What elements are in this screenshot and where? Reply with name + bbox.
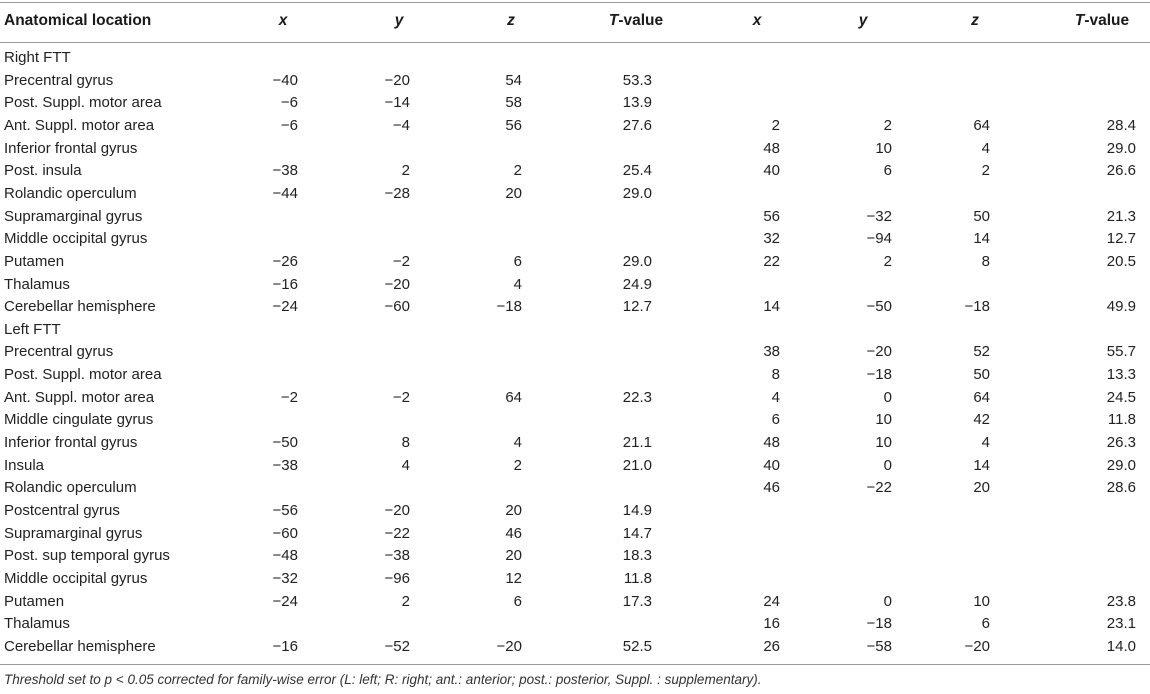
cell-z-left: 12 [505,569,522,587]
cell-z-left: 2 [513,456,522,474]
cell-z-right: 10 [973,592,990,610]
table-row [0,70,1150,92]
cell-x-left: −16 [272,275,298,293]
cell-x-left: −2 [280,388,298,406]
cell-t-value-right: 11.8 [1107,411,1136,429]
cell-z-right: 50 [973,207,990,225]
table-row [0,274,1150,296]
cell-z-left: 6 [513,592,522,610]
cell-t-value-right: 28.6 [1106,479,1136,497]
cell-t-value-right: 24.5 [1106,388,1136,406]
cell-y-right: −18 [866,366,892,384]
table-header-rule [0,42,1150,43]
cell-y-left: 4 [401,456,410,474]
cell-x-left: −60 [272,524,298,542]
row-label: Post. sup temporal gyrus [4,547,170,565]
table-row [0,568,1150,590]
cell-t-value-right: 13.3 [1106,366,1136,384]
cell-z-right: −20 [964,637,990,655]
cell-t-value-right: 21.3 [1106,207,1136,225]
row-label: Ant. Suppl. motor area [4,116,155,134]
row-label: Rolandic operculum [4,184,137,202]
table-row [0,319,1150,341]
cell-x-right: 48 [763,434,780,452]
header-x-right: x [752,12,762,29]
header-y-right: y [858,12,868,29]
row-label: Rolandic operculum [4,479,137,497]
cell-t-value-left: 29.0 [622,184,652,202]
cell-x-right: 24 [763,592,780,610]
header-t-value-left: T-value [608,12,664,29]
cell-t-value-right: 14.0 [1106,637,1136,655]
cell-t-value-left: 52.5 [622,637,652,655]
table-row [0,523,1150,545]
cell-z-right: 8 [981,252,990,270]
cell-y-left: −2 [392,252,410,270]
cell-z-left: −20 [496,637,522,655]
cell-x-right: 4 [771,388,780,406]
cell-z-left: 56 [505,116,522,134]
cell-y-left: −2 [392,388,410,406]
table-row [0,138,1150,160]
cell-z-right: 4 [981,434,990,452]
cell-t-value-left: 14.9 [622,502,652,519]
row-label: Left FTT [4,320,61,338]
cell-y-left: −14 [384,94,410,112]
table-footnote: Threshold set to p < 0.05 corrected for family-wise error (L: left; R: right; ant.: anterior; post.: posterior, Suppl. : supplementary). [4,672,762,687]
row-label: Putamen [4,592,65,610]
cell-t-value-right: 23.1 [1106,615,1136,633]
row-label: Right FTT [4,49,71,66]
cell-x-left: −24 [272,592,298,610]
row-label: Cerebellar hemisphere [4,298,156,316]
cell-x-right: 14 [763,298,780,316]
cell-y-right: −18 [866,615,892,633]
cell-y-right: −32 [866,207,892,225]
table-row [0,432,1150,454]
cell-y-right: 2 [883,252,892,270]
cell-x-right: 56 [763,207,780,225]
cell-z-right: 2 [981,162,990,180]
table-row [0,477,1150,499]
row-label: Putamen [4,252,65,270]
table-bottom-rule [0,664,1150,665]
cell-z-left: 6 [513,252,522,270]
header-y-left: y [394,12,404,29]
cell-y-right: −94 [866,230,892,248]
cell-y-left: −20 [384,502,410,519]
table-row [0,92,1150,114]
cell-x-right: 16 [763,615,780,633]
cell-t-value-right: 29.0 [1106,139,1136,157]
table-row [0,409,1150,431]
cell-t-value-left: 17.3 [622,592,652,610]
cell-x-left: −44 [272,184,298,202]
cell-z-left: 46 [505,524,522,542]
cell-y-left: −4 [392,116,410,134]
cell-t-value-left: 11.8 [623,569,652,587]
cell-y-left: 8 [401,434,410,452]
cell-y-left: 2 [401,162,410,180]
cell-x-right: 40 [763,456,780,474]
cell-z-right: 64 [973,116,990,134]
cell-y-right: −50 [866,298,892,316]
cell-x-right: 6 [771,411,780,429]
cell-x-right: 22 [763,252,780,270]
cell-t-value-left: 21.0 [622,456,652,474]
row-label: Precentral gyrus [4,71,114,89]
cell-x-right: 46 [763,479,780,497]
cell-x-left: −16 [272,637,298,655]
cell-y-right: −22 [866,479,892,497]
table-row [0,613,1150,635]
header-t-value-right: T-value [1074,12,1130,29]
table-row [0,364,1150,386]
cell-y-left: 2 [401,592,410,610]
row-label: Precentral gyrus [4,343,114,361]
cell-y-left: −52 [384,637,410,655]
cell-t-value-right: 29.0 [1106,456,1136,474]
cell-x-left: −38 [272,162,298,180]
cell-z-left: 20 [505,547,522,565]
cell-x-left: −24 [272,298,298,316]
row-label: Middle cingulate gyrus [4,411,154,429]
cell-y-left: −20 [384,275,410,293]
row-label: Middle occipital gyrus [4,569,148,587]
cell-x-left: −26 [272,252,298,270]
cell-t-value-left: 21.1 [622,434,652,452]
cell-t-value-right: 49.9 [1106,298,1136,316]
cell-y-right: 0 [883,592,892,610]
cell-y-right: 10 [875,139,892,157]
cell-t-value-left: 53.3 [622,71,652,89]
cell-z-right: 42 [973,411,990,429]
row-label: Thalamus [4,275,70,293]
cell-z-right: 52 [973,343,990,361]
cell-z-left: 2 [513,162,522,180]
cell-x-left: −48 [272,547,298,565]
row-label: Inferior frontal gyrus [4,139,138,157]
cell-x-right: 48 [763,139,780,157]
header-x-left: x [278,12,288,29]
cell-z-left: 54 [505,71,522,89]
cell-z-right: 50 [973,366,990,384]
cell-y-left: −38 [384,547,410,565]
cell-t-value-right: 28.4 [1106,116,1136,134]
row-label: Inferior frontal gyrus [4,434,138,452]
cell-y-right: 10 [875,434,892,452]
cell-x-right: 26 [763,637,780,655]
header-z-left: z [507,12,515,29]
cell-x-right: 2 [771,116,780,134]
header-z-right: z [971,12,979,29]
cell-t-value-left: 22.3 [622,388,652,406]
cell-x-left: −32 [272,569,298,587]
row-label: Supramarginal gyrus [4,207,143,225]
cell-y-left: −28 [384,184,410,202]
cell-y-left: −60 [384,298,410,316]
cell-t-value-right: 26.6 [1106,162,1136,180]
cell-y-right: 0 [883,456,892,474]
table-row [0,387,1150,409]
row-label: Ant. Suppl. motor area [4,388,155,406]
cell-z-left: 20 [505,502,522,519]
cell-z-left: 58 [505,94,522,112]
table-row [0,183,1150,205]
table-row [0,160,1150,182]
cell-x-left: −6 [280,94,298,112]
cell-z-right: 64 [973,388,990,406]
cell-t-value-right: 26.3 [1106,434,1136,452]
table-row [0,341,1150,363]
row-label: Insula [4,456,45,474]
cell-z-right: 14 [973,456,990,474]
row-label: Supramarginal gyrus [4,524,143,542]
cell-t-value-right: 20.5 [1106,252,1136,270]
cell-z-right: −18 [964,298,990,316]
cell-z-left: −18 [496,298,522,316]
cell-t-value-left: 24.9 [622,275,652,293]
cell-y-right: 0 [883,388,892,406]
table-row [0,545,1150,567]
row-label: Post. Suppl. motor area [4,366,162,384]
cell-t-value-right: 55.7 [1106,343,1136,361]
cell-z-right: 4 [981,139,990,157]
cell-t-value-left: 29.0 [622,252,652,270]
table-top-rule [0,2,1150,3]
cell-t-value-left: 25.4 [622,162,652,180]
row-label: Post. insula [4,162,82,180]
cell-x-left: −6 [280,116,298,134]
table-row [0,228,1150,250]
cell-t-value-left: 14.7 [622,524,652,542]
cell-x-left: −50 [272,434,298,452]
cell-z-right: 20 [973,479,990,497]
cell-x-right: 38 [763,343,780,361]
table-row [0,591,1150,613]
cell-z-right: 14 [973,230,990,248]
cell-x-right: 32 [763,230,780,248]
table-row [0,455,1150,477]
cell-y-right: −58 [866,637,892,655]
cell-x-left: −40 [272,71,298,89]
row-label: Post. Suppl. motor area [4,94,162,112]
table-row [0,251,1150,273]
cell-z-left: 4 [513,275,522,293]
table-row [0,296,1150,318]
header-anatomical-location: Anatomical location [4,12,152,29]
cell-y-right: 2 [883,116,892,134]
cell-y-right: 10 [875,411,892,429]
cell-x-right: 40 [763,162,780,180]
cell-y-right: −20 [866,343,892,361]
row-label: Thalamus [4,615,70,633]
cell-z-right: 6 [981,615,990,633]
cell-x-right: 8 [771,366,780,384]
table-row [0,115,1150,137]
cell-t-value-right: 23.8 [1106,592,1136,610]
table-header-row [0,10,1150,32]
row-label: Cerebellar hemisphere [4,637,156,655]
row-label: Postcentral gyrus [4,502,120,519]
cell-x-left: −38 [272,456,298,474]
table-row [0,500,1150,522]
cell-t-value-left: 27.6 [622,116,652,134]
table-row [0,636,1150,658]
cell-x-left: −56 [272,502,298,519]
cell-y-left: −20 [384,71,410,89]
cell-z-left: 20 [505,184,522,202]
cell-y-left: −22 [384,524,410,542]
cell-t-value-left: 12.7 [622,298,652,316]
row-label: Middle occipital gyrus [4,230,148,248]
cell-z-left: 64 [505,388,522,406]
table-row [0,206,1150,228]
cell-t-value-left: 18.3 [622,547,652,565]
cell-y-right: 6 [883,162,892,180]
cell-z-left: 4 [513,434,522,452]
cell-y-left: −96 [384,569,410,587]
cell-t-value-left: 13.9 [622,94,652,112]
cell-t-value-right: 12.7 [1106,230,1136,248]
table-row [0,47,1150,69]
